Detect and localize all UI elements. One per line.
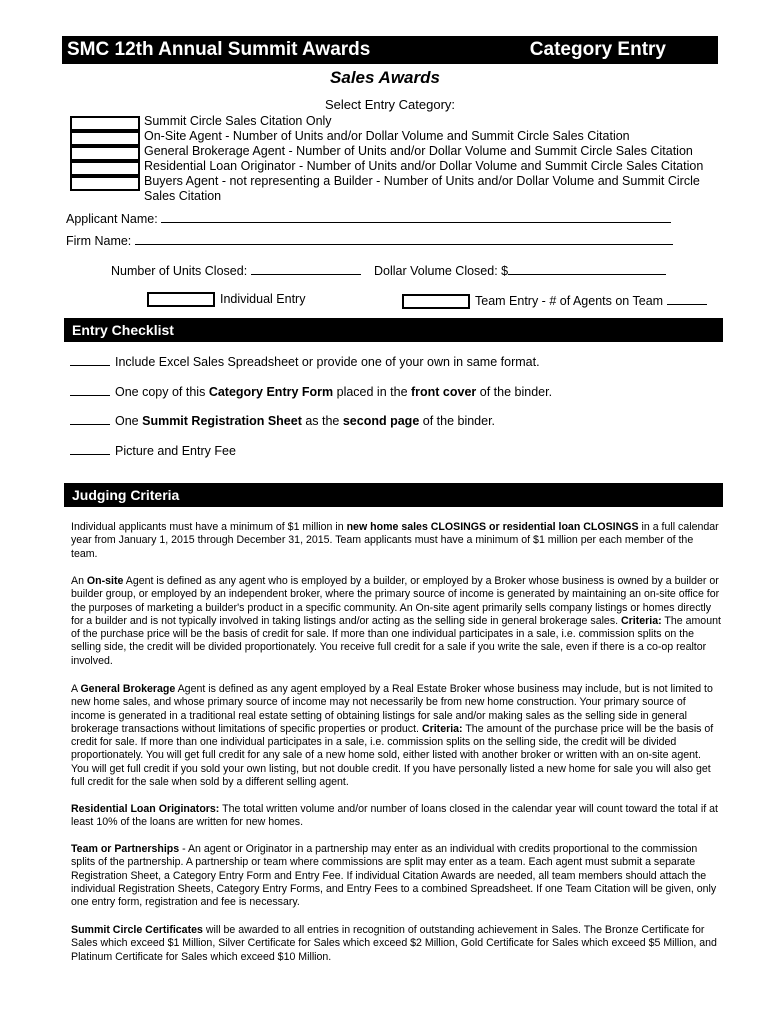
team-entry-checkbox[interactable] bbox=[402, 294, 470, 309]
checklist-blank[interactable] bbox=[70, 353, 110, 366]
checklist-item: Include Excel Sales Spreadsheet or provide one of your own in same format. bbox=[70, 353, 540, 369]
individual-entry-row bbox=[147, 292, 305, 307]
category-option: General Brokerage Agent - Number of Units and/or Dollar Volume and Summit Circle Sales Citation bbox=[144, 144, 693, 158]
judging-paragraph-minimum: Individual applicants must have a minimum of $1 million in new home sales CLOSINGS or residential loan CLOSINGS in a full calendar year from January 1, 2015 through December 31, 2015. Team applicants must have a minimum of $1 million per each member of the team. bbox=[71, 521, 719, 560]
checklist-blank[interactable] bbox=[70, 412, 110, 425]
category-checkbox-4[interactable] bbox=[70, 161, 140, 176]
category-option-cont: Sales Citation bbox=[144, 189, 222, 203]
team-entry-row bbox=[402, 292, 707, 309]
select-category-label: Select Entry Category: bbox=[324, 97, 456, 112]
entry-checklist-heading: Entry Checklist bbox=[64, 318, 723, 342]
firm-name-input[interactable] bbox=[135, 232, 673, 245]
checklist-item: Picture and Entry Fee bbox=[70, 442, 236, 458]
checklist-item: One Summit Registration Sheet as the second page of the binder. bbox=[70, 412, 495, 428]
judging-paragraph-certificates: Summit Circle Certificates will be awarded to all entries in recognition of outstanding achievement in Sales. The Bronze Certificate for Sales which exceed $1 Million, Silver Certificate for Sales which exceed $2 Million, Gold Certificate for Sales which exceed $5 Million, and Platinum Certificate for Sales which exceed $10 Million. bbox=[71, 924, 717, 963]
category-checkbox-1[interactable] bbox=[70, 116, 140, 131]
firm-name-label: Firm Name: bbox=[66, 234, 132, 248]
team-agents-input[interactable] bbox=[667, 292, 707, 305]
category-option: Summit Circle Sales Citation Only bbox=[144, 114, 332, 128]
applicant-name-row bbox=[66, 210, 671, 226]
volume-row bbox=[374, 262, 666, 278]
judging-paragraph-onsite: An On-site Agent is defined as any agent who is employed by a builder, or employed by a Broker whose business is owned by a builder or builder group, or employed by an independent broker, where the primary source of income is generated by maintaining an on-site office for the purposes of marketing a builder's product in a specific community. An On-site agent primarily sells company listings or homes directly for a builder and is not typically involved in taking listings and/or acting as the selling side in general brokerage sales. Criteria: The amount of the purchase price will be the basis of credit for sale. If more than one individual participates in a sale, i.e. commission splits on the selling side, the credit will be divided proportionately. You receive full credit for a sale if you write the sale, even if there is a co-op realtor involved. bbox=[71, 575, 721, 667]
judging-paragraph-teams: Team or Partnerships - An agent or Originator in a partnership may enter as an individual with credits proportional to the commission splits of the partnership. A partnership or team where commissions are split may enter as a team. Each agent must submit a separate Registration Sheet, a Category Entry Form and Entry Fee. If individual Citation Awards are needed, all team members should attach the individual Registration Sheets, Category Entry Forms, and Entry Fees to a combined Spreadsheet. If one Team Citation will be given, only one entry form, registration and fee is necessary. bbox=[71, 843, 717, 909]
header-bar bbox=[62, 36, 718, 64]
header-title: SMC 12th Annual Summit Awards bbox=[67, 39, 371, 60]
dollar-volume-label: Dollar Volume Closed: $ bbox=[374, 264, 509, 278]
individual-entry-checkbox[interactable] bbox=[147, 292, 215, 307]
judging-criteria-heading: Judging Criteria bbox=[64, 483, 723, 507]
category-checkbox-3[interactable] bbox=[70, 146, 140, 161]
category-option: Residential Loan Originator - Number of Units and/or Dollar Volume and Summit Circle Sales Citation bbox=[144, 159, 704, 173]
team-entry-label: Team Entry - # of Agents on Team bbox=[475, 294, 664, 308]
category-list bbox=[144, 114, 714, 204]
checklist-item: One copy of this Category Entry Form placed in the front cover of the binder. bbox=[70, 383, 552, 399]
checklist-blank[interactable] bbox=[70, 383, 110, 396]
units-closed-label: Number of Units Closed: bbox=[111, 264, 248, 278]
category-checkbox-5[interactable] bbox=[70, 176, 140, 191]
header-form-type: Category Entry bbox=[529, 39, 666, 60]
judging-paragraph-loan-originators: Residential Loan Originators: The total written volume and/or number of loans closed in the calendar year will count toward the total if at least 10% of the loans are written for new homes. bbox=[71, 803, 718, 829]
category-checkbox-2[interactable] bbox=[70, 131, 140, 146]
dollar-volume-input[interactable] bbox=[508, 262, 666, 275]
units-row bbox=[111, 262, 361, 278]
category-option: On-Site Agent - Number of Units and/or Dollar Volume and Summit Circle Sales Citation bbox=[144, 129, 630, 143]
checklist-blank[interactable] bbox=[70, 442, 110, 455]
firm-name-row bbox=[66, 232, 673, 248]
category-option: Buyers Agent - not representing a Builder - Number of Units and/or Dollar Volume and Summit Circle bbox=[144, 174, 700, 188]
individual-entry-label: Individual Entry bbox=[220, 292, 306, 306]
applicant-name-label: Applicant Name: bbox=[66, 212, 158, 226]
judging-paragraph-general-brokerage: A General Brokerage Agent is defined as any agent employed by a Real Estate Broker whose business may include, but is not limited to new home sales, and whose primary source of income may not necessarily be from new home construction. Your primary source of income is generated in a traditional real estate setting of obtaining listings for sale and/or making sales as the selling side in general brokerage transactions without limitations of specific properties or product. Criteria: The amount of the purchase price will be the basis of credit for sale. If more than one individual participates in a sale, i.e. commission splits on the selling side, the credit will be divided proportionately. You will get full credit for any sale of a new home sold, either listed with another broker or written with an on-site agent. You will get full credit if you sold your own listing, but not double credit. If you have personally listed a new home for sale you will also get full credit for the sale when sold by a different selling agent. bbox=[71, 683, 714, 789]
applicant-name-input[interactable] bbox=[161, 210, 671, 223]
units-closed-input[interactable] bbox=[251, 262, 361, 275]
page-subtitle: Sales Awards bbox=[330, 68, 440, 87]
